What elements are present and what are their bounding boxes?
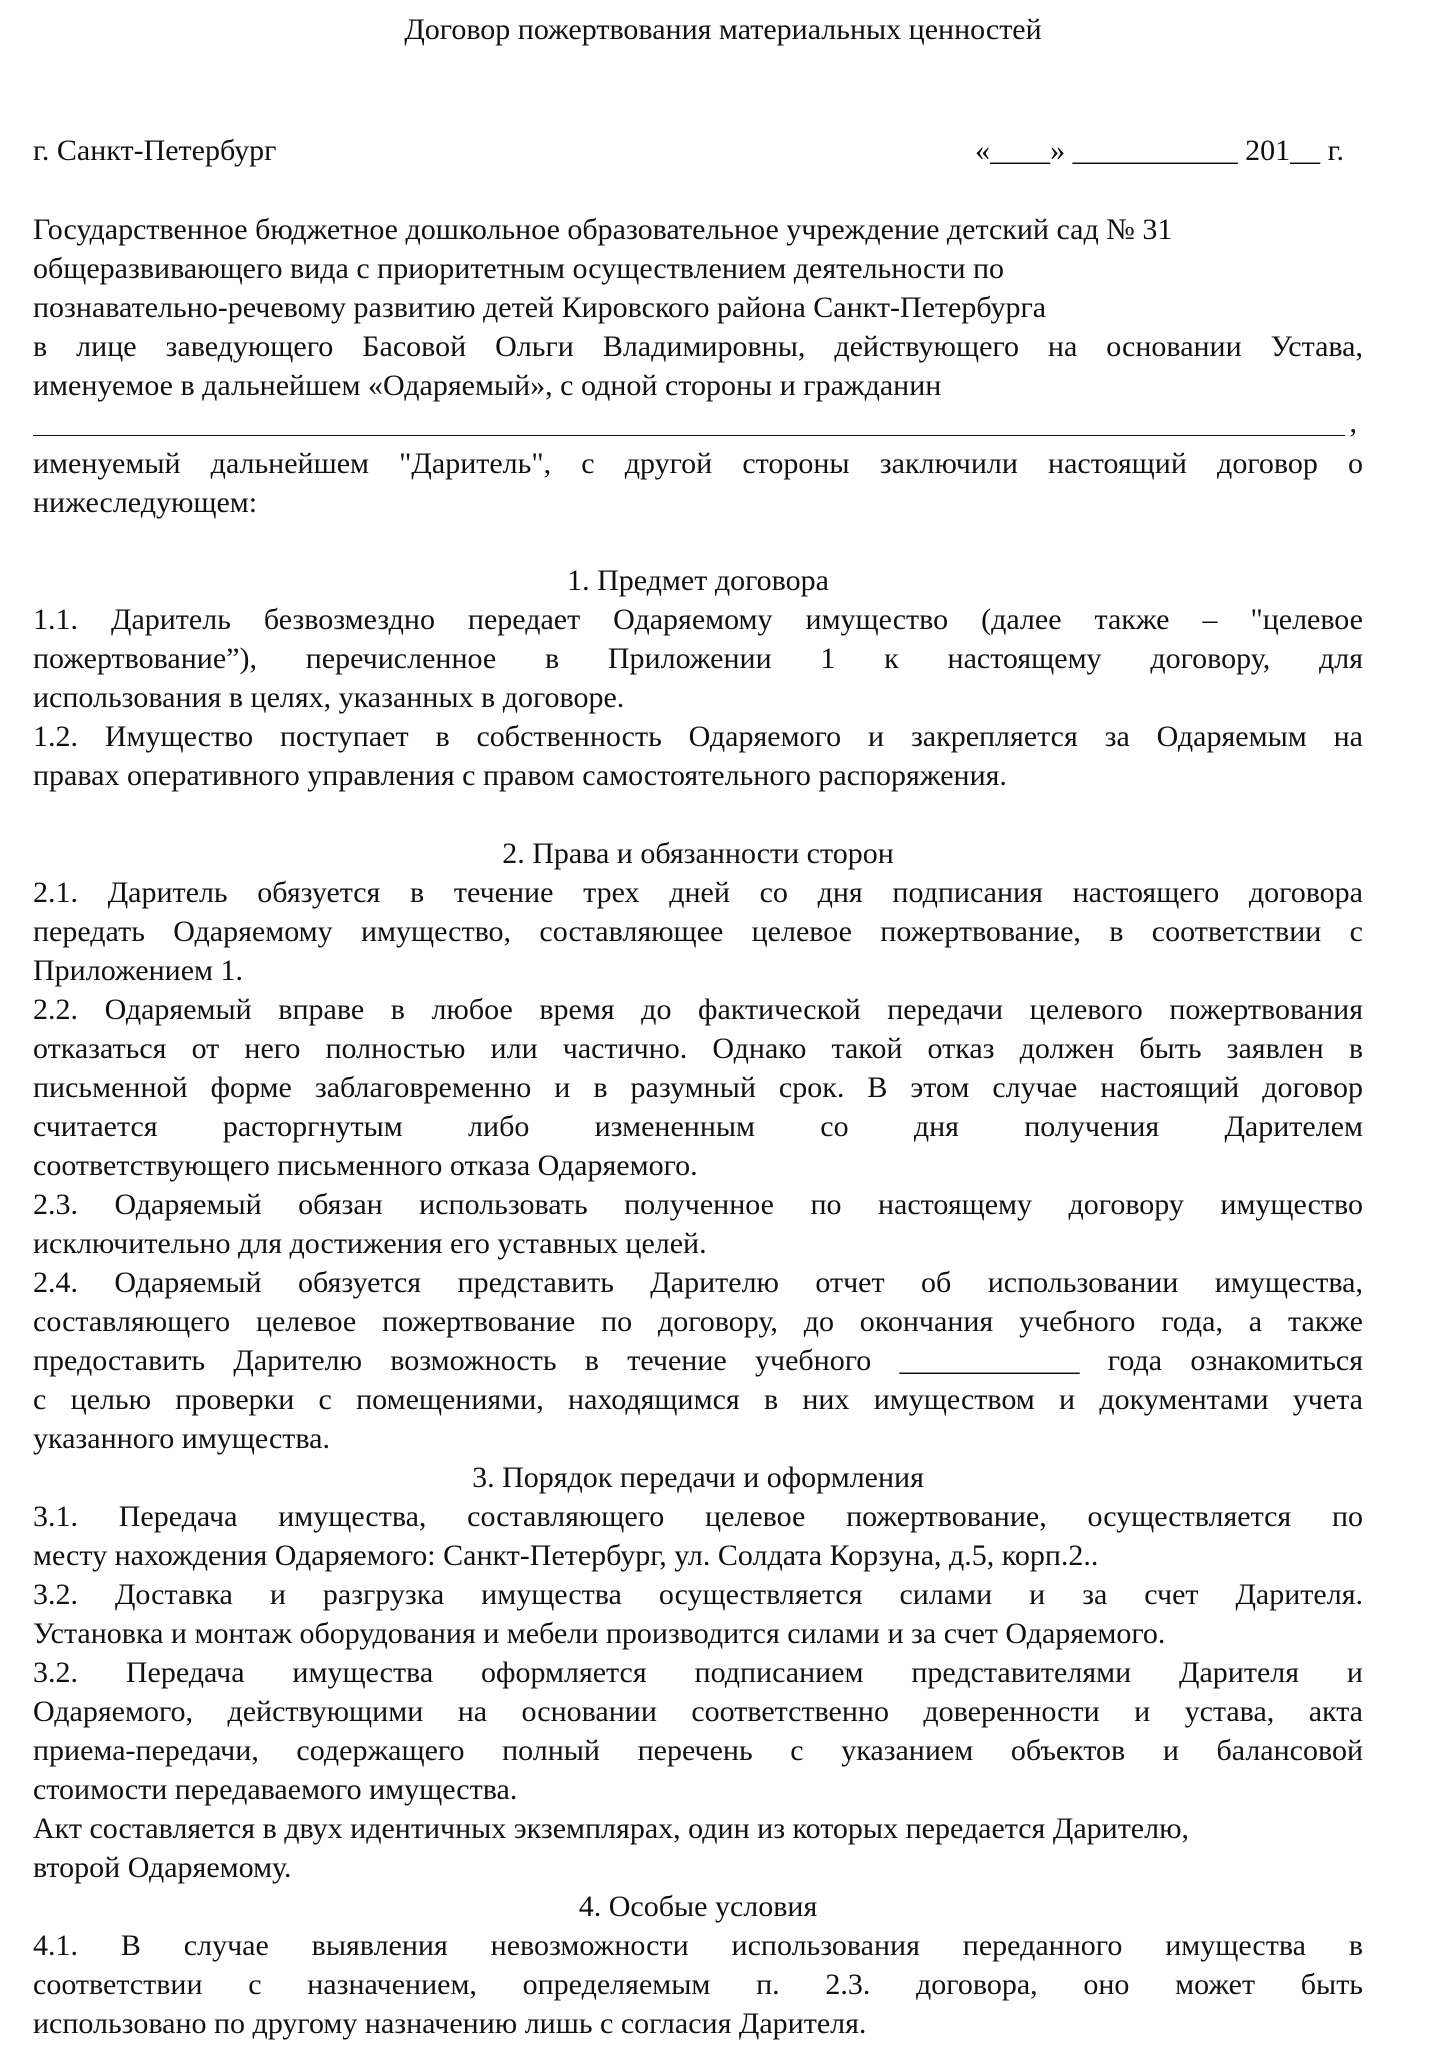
clause-line: месту нахождения Одаряемого: Санкт-Петербург, ул. Солдата Корзуна, д.5, корп.2.. (33, 1539, 1099, 1572)
clause-line: второй Одаряемому. (33, 1851, 292, 1884)
section-title: 1. Предмет договора (567, 564, 829, 597)
clause-line: с целью проверки с помещениями, находящимся в них имуществом и документами учета (33, 1383, 1363, 1416)
clause-line: правах оперативного управления с правом самостоятельного распоряжения. (33, 759, 1007, 792)
section-title: 4. Особые условия (578, 1890, 818, 1923)
clause-line: Одаряемого, действующими на основании соответственно доверенности и устава, акта (33, 1695, 1363, 1728)
document-body (33, 210, 1363, 2043)
clause-line: передать Одаряемому имущество, составляющее целевое пожертвование, в соответствии с (33, 915, 1363, 948)
clause-line: соответствии с назначением, определяемым п. 2.3. договора, оно может быть (33, 1968, 1363, 2001)
donor-name-blank (33, 405, 1363, 444)
clause-line: письменной форме заблаговременно и в разумный срок. В этом случае настоящий договор (33, 1071, 1363, 1104)
preamble-line: общеразвивающего вида с приоритетным осуществлением деятельности по (33, 252, 1005, 285)
clause-line: 3.2. Доставка и разгрузка имущества осуществляется силами и за счет Дарителя. (33, 1578, 1363, 1611)
clause-line: указанного имущества. (33, 1422, 330, 1455)
clause-line: использования в целях, указанных в договоре. (33, 681, 625, 714)
clause-line: 2.2. Одаряемый вправе в любое время до фактической передачи целевого пожертвования (33, 993, 1363, 1026)
preamble-line: в лице заведующего Басовой Ольги Владимировны, действующего на основании Устава, (33, 330, 1363, 363)
preamble-line: именуемое в дальнейшем «Одаряемый», с одной стороны и гражданин (33, 369, 942, 402)
place-date-row (33, 131, 1344, 170)
clause-line: 2.1. Даритель обязуется в течение трех дней со дня подписания настоящего договора (33, 876, 1363, 909)
clause-line: 1.2. Имущество поступает в собственность Одаряемого и закрепляется за Одаряемым на (33, 720, 1363, 753)
clause-line: 2.3. Одаряемый обязан использовать полученное по настоящему договору имущество (33, 1188, 1363, 1221)
city-text: г. Санкт-Петербург (33, 134, 277, 167)
clause-line: 3.1. Передача имущества, составляющего целевое пожертвование, осуществляется по (33, 1500, 1363, 1533)
spacer (33, 795, 1363, 834)
clause-line: 1.1. Даритель безвозмездно передает Одаряемому имущество (далее также – "целевое (33, 603, 1363, 636)
clause-line: Акт составляется в двух идентичных экземплярах, один из которых передается Дарителю, (33, 1812, 1189, 1845)
clause-line: 4.1. В случае выявления невозможности использования переданного имущества в (33, 1929, 1363, 1962)
clause-line: пожертвование”), перечисленное в Приложении 1 к настоящему договору, для (33, 642, 1363, 675)
clause-line: Приложением 1. (33, 954, 243, 987)
section-2 (33, 834, 1363, 1458)
section-title: 2. Права и обязанности сторон (502, 837, 894, 870)
clause-line: соответствующего письменного отказа Одаряемого. (33, 1149, 698, 1182)
clause-line: использовано по другому назначению лишь с согласия Дарителя. (33, 2007, 867, 2040)
section-4 (33, 1887, 1363, 2043)
clause-line: 2.4. Одаряемый обязуется представить Дарителю отчет об использовании имущества, (33, 1266, 1363, 1299)
clause-line: считается расторгнутым либо измененным со дня получения Дарителем (33, 1110, 1363, 1143)
section-title: 3. Порядок передачи и оформления (472, 1461, 924, 1494)
spacer (33, 522, 1363, 561)
clause-line: 3.2. Передача имущества оформляется подписанием представителями Дарителя и (33, 1656, 1363, 1689)
clause-line: составляющего целевое пожертвование по договору, до окончания учебного года, а также (33, 1305, 1363, 1338)
clause-line: исключительно для достижения его уставных целей. (33, 1227, 707, 1260)
blank-rule (33, 435, 1345, 436)
date-text: «____» ___________ 201__ г. (975, 134, 1344, 167)
clause-line: Установка и монтаж оборудования и мебели производится силами и за счет Одаряемого. (33, 1617, 1166, 1650)
clause-line: предоставить Дарителю возможность в течение учебного ____________ года ознакомиться (33, 1344, 1363, 1377)
clause-line: приема-передачи, содержащего полный перечень с указанием объектов и балансовой (33, 1734, 1363, 1767)
preamble-line: Государственное бюджетное дошкольное образовательное учреждение детский сад № 31 (33, 213, 1173, 246)
blank-comma: , (1349, 406, 1357, 439)
clause-line: стоимости передаваемого имущества. (33, 1773, 518, 1806)
clause-line: отказаться от него полностью или частично. Однако такой отказ должен быть заявлен в (33, 1032, 1363, 1065)
section-3 (33, 1458, 1363, 1887)
document-title: Договор пожертвования материальных ценностей (404, 13, 1042, 46)
preamble-line: именуемый дальнейшем "Даритель", с другой стороны заключили настоящий договор о (33, 447, 1363, 480)
preamble (33, 210, 1363, 522)
preamble-line: познавательно-речевому развитию детей Кировского района Санкт-Петербурга (33, 291, 1047, 324)
section-1 (33, 561, 1363, 795)
preamble-line: нижеследующем: (33, 486, 258, 519)
